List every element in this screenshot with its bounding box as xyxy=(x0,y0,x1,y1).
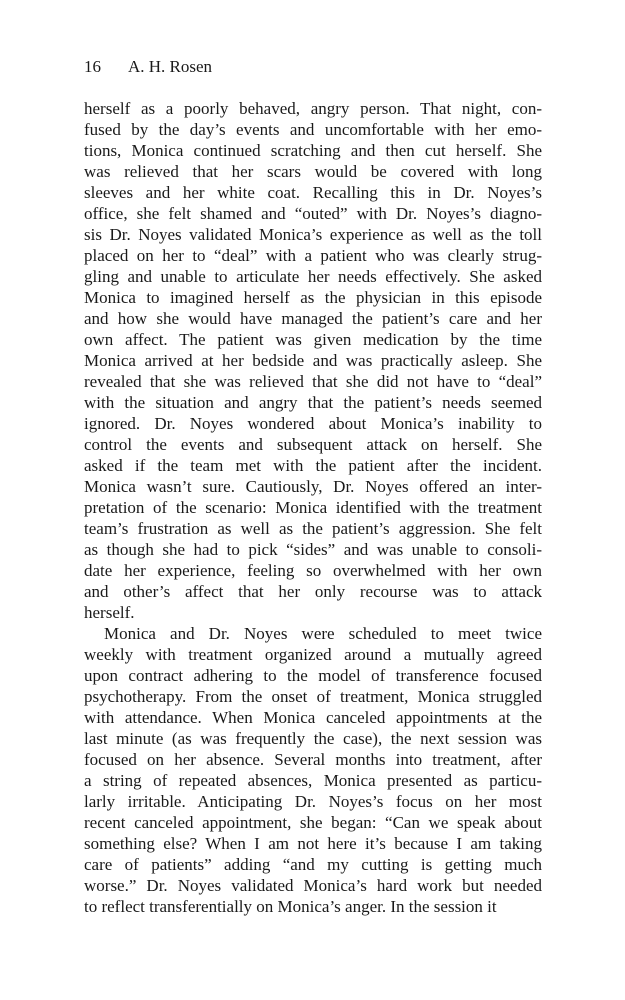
text-line: herself as a poorly behaved, angry person. That night, con- xyxy=(84,99,542,118)
text-line: herself. xyxy=(84,603,135,622)
text-line: ignored. Dr. Noyes wondered about Monica’s inability to xyxy=(84,414,542,433)
paragraph xyxy=(84,98,542,623)
text-line: and other’s affect that her only recourse was to attack xyxy=(84,582,542,601)
text-line: revealed that she was relieved that she did not have to “deal” xyxy=(84,372,542,391)
text-line: placed on her to “deal” with a patient who was clearly strug- xyxy=(84,246,542,265)
text-line: last minute (as was frequently the case), the next session was xyxy=(84,729,542,748)
text-line: to reflect transferentially on Monica’s anger. In the session it xyxy=(84,897,497,916)
text-line: asked if the team met with the patient after the incident. xyxy=(84,456,542,475)
text-line: pretation of the scenario: Monica identified with the treatment xyxy=(84,498,542,517)
text-line: with attendance. When Monica canceled appointments at the xyxy=(84,708,542,727)
text-line: Monica arrived at her bedside and was practically asleep. She xyxy=(84,351,542,370)
text-line: Monica and Dr. Noyes were scheduled to meet twice xyxy=(104,624,542,643)
text-line: care of patients” adding “and my cutting is getting much xyxy=(84,855,542,874)
text-line: team’s frustration as well as the patient’s aggression. She felt xyxy=(84,519,542,538)
text-line: control the events and subsequent attack on herself. She xyxy=(84,435,542,454)
text-line: sis Dr. Noyes validated Monica’s experience as well as the toll xyxy=(84,225,542,244)
page-number: 16 xyxy=(84,57,101,76)
text-line: tions, Monica continued scratching and then cut herself. She xyxy=(84,141,542,160)
text-line: a string of repeated absences, Monica presented as particu- xyxy=(84,771,542,790)
text-line: larly irritable. Anticipating Dr. Noyes’s focus on her most xyxy=(84,792,542,811)
text-line: worse.” Dr. Noyes validated Monica’s hard work but needed xyxy=(84,876,542,895)
text-line: recent canceled appointment, she began: “Can we speak about xyxy=(84,813,542,832)
paragraph xyxy=(84,623,542,917)
text-line: focused on her absence. Several months into treatment, after xyxy=(84,750,542,769)
text-line: psychotherapy. From the onset of treatment, Monica struggled xyxy=(84,687,542,706)
text-line: Monica wasn’t sure. Cautiously, Dr. Noyes offered an inter- xyxy=(84,477,542,496)
text-line: upon contract adhering to the model of transference focused xyxy=(84,666,542,685)
running-head xyxy=(84,57,212,77)
text-line: something else? When I am not here it’s because I am taking xyxy=(84,834,542,853)
text-line: gling and unable to articulate her needs effectively. She asked xyxy=(84,267,542,286)
text-line: as though she had to pick “sides” and was unable to consoli- xyxy=(84,540,542,559)
text-line: with the situation and angry that the patient’s needs seemed xyxy=(84,393,542,412)
text-line: date her experience, feeling so overwhelmed with her own xyxy=(84,561,542,580)
text-line: office, she felt shamed and “outed” with Dr. Noyes’s diagno- xyxy=(84,204,542,223)
text-line: own affect. The patient was given medication by the time xyxy=(84,330,542,349)
running-head-author: A. H. Rosen xyxy=(128,57,213,76)
text-line: sleeves and her white coat. Recalling this in Dr. Noyes’s xyxy=(84,183,542,202)
text-line: was relieved that her scars would be covered with long xyxy=(84,162,542,181)
body-text xyxy=(84,98,542,917)
text-line: fused by the day’s events and uncomfortable with her emo- xyxy=(84,120,542,139)
text-line: weekly with treatment organized around a mutually agreed xyxy=(84,645,542,664)
text-line: and how she would have managed the patient’s care and her xyxy=(84,309,542,328)
text-line: Monica to imagined herself as the physician in this episode xyxy=(84,288,542,307)
